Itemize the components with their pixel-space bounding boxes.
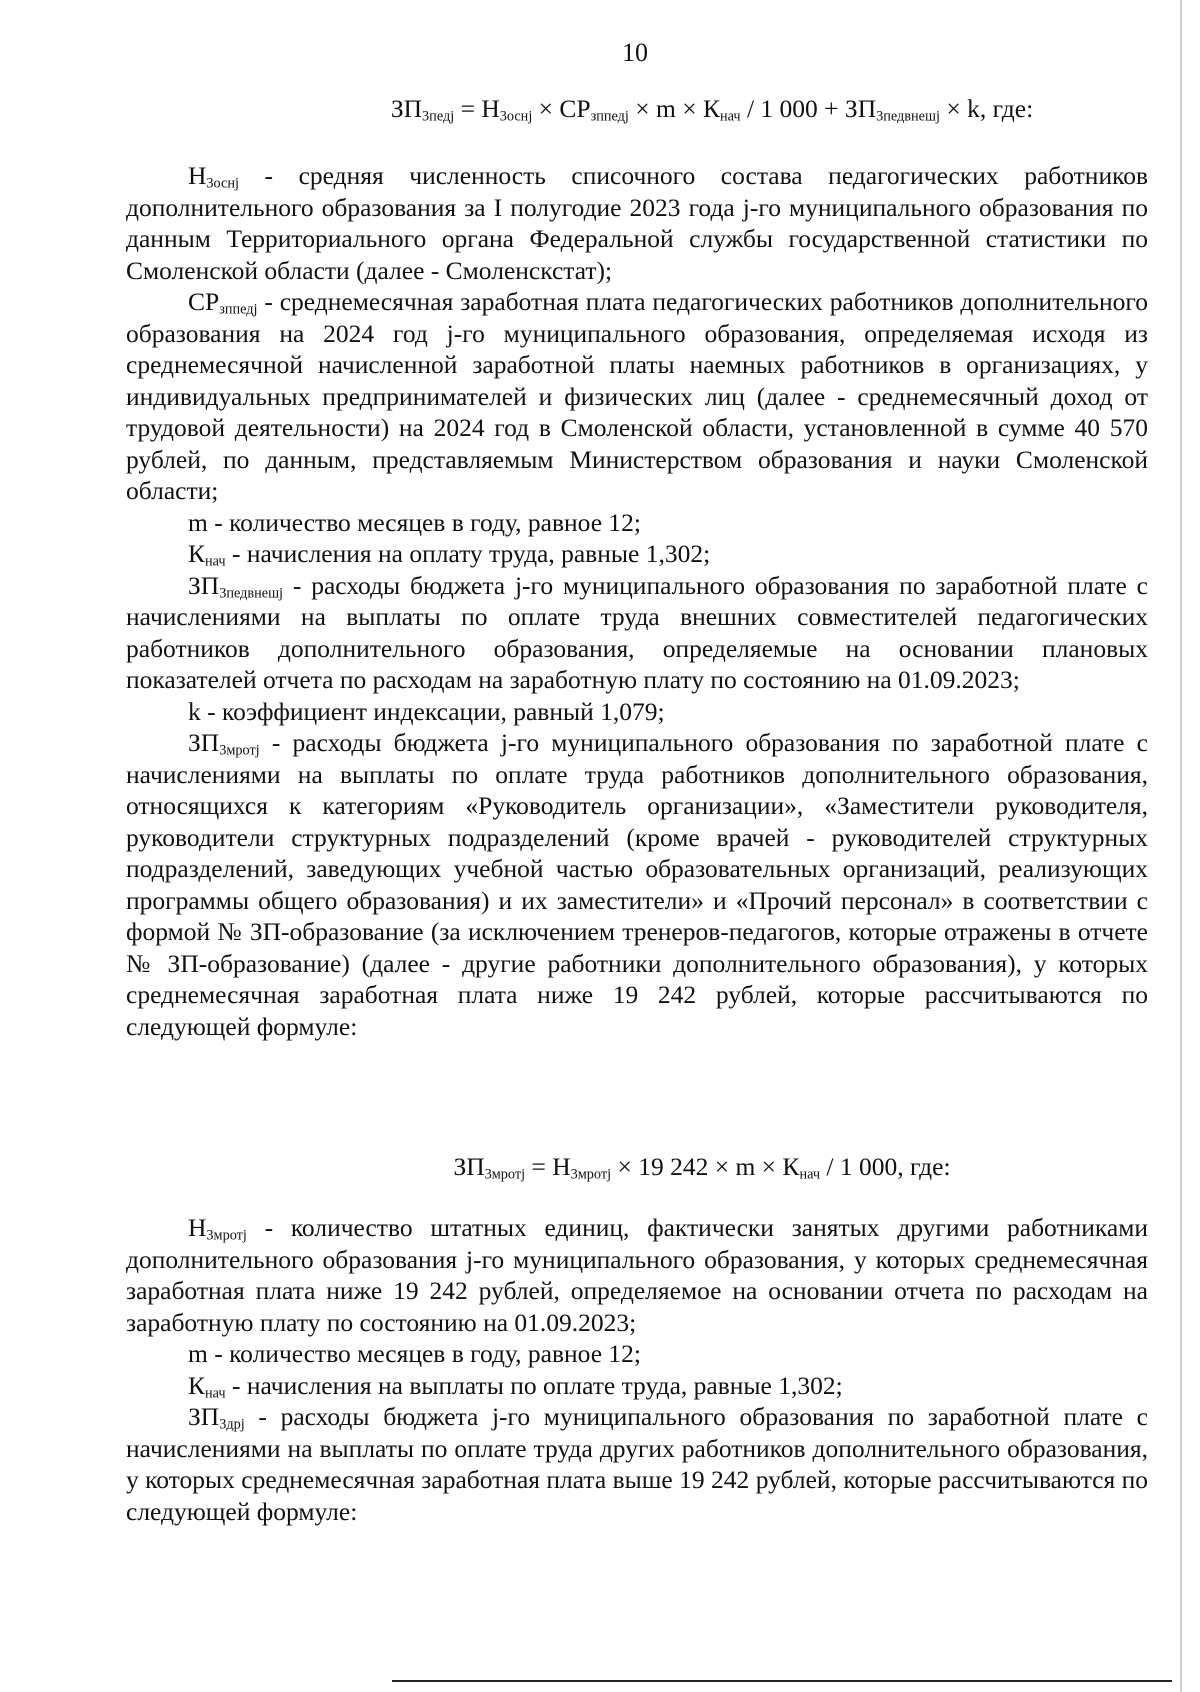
formula-term: / 1 000, где: (820, 1152, 951, 1181)
formula-subscript: 3оснj (499, 108, 533, 125)
definition-text: - начисления на оплату труда, равные 1,302; (225, 539, 711, 568)
definition-symbol: К (188, 1370, 206, 1400)
definition-n-mrot (126, 1212, 1148, 1338)
formula-term: × m × К (628, 94, 721, 123)
formula-term: × k, где: (939, 94, 1034, 123)
definition-symbol: СР (188, 287, 220, 316)
definition-zp-mrot (126, 727, 1148, 1042)
formula-term: × 19 242 × m × К (611, 1152, 800, 1181)
definition-symbol: ЗП (188, 570, 220, 600)
definition-text: - средняя численность списочного состава педагогических работников дополнительного образования за I полугодие 2023 года j-го муниципального образования по данным Территориального органа Федеральной службы государственной статистики по Смоленской области (далее - Смоленскстат); (126, 161, 1148, 285)
definition-m-2: m - количество месяцев в году, равное 12; (188, 1339, 641, 1368)
formula-subscript: нач (799, 1166, 821, 1183)
definition-text: - среднемесячная заработная плата педагогических работников дополнительного образования на 2024 год j-го муниципального образования, определяемая исходя из среднемесячной начисленной заработной платы наемных работников в организациях, у индивидуальных предпринимателей и физических лиц (далее - среднемесячный доход от трудовой деятельности) на 2024 год в Смоленской области, установленной в сумме 40 570 рублей, по данным, представляемым Министерством образования и науки Смоленской области; (126, 287, 1148, 505)
formula-term: × СР (532, 94, 591, 123)
page-edge-line (1180, 0, 1182, 1692)
formula-term: ЗП (390, 94, 423, 123)
definition-subscript: нач (205, 1385, 226, 1402)
formula-term: = Н (454, 94, 500, 123)
definition-subscript: 3оснj (206, 175, 239, 192)
definition-text: - количество штатных единиц, фактически занятых другими работниками дополнительного образования j-го муниципального образования, у которых среднемесячная заработная плата ниже 19 242 рублей, определяемое на основании отчета по расходам на заработную плату по состоянию на 01.09.2023; (126, 1213, 1148, 1337)
definition-text: - начисления на выплаты по оплате труда, равные 1,302; (225, 1370, 843, 1400)
definition-k-nach-2 (126, 1370, 1148, 1402)
definition-k-index: k - коэффициент индексации, равный 1,079; (188, 696, 665, 726)
formula-subscript: 3мротj (484, 1166, 526, 1183)
definition-text: - расходы бюджета j-го муниципального образования по заработной плате с начислениями на выплаты по оплате труда внешних совместителей педагогических работников дополнительного образования, определяемые на основании плановых показателей отчета по расходам на заработную плату по состоянию на 01.09.2023; (126, 570, 1148, 694)
formula-subscript: нач (720, 108, 741, 125)
definition-symbol: Н (188, 161, 207, 190)
definition-subscript: 3педвнешj (219, 585, 284, 602)
definition-text: - расходы бюджета j-го муниципального образования по заработной плате с начислениями на выплаты по оплате труда работников дополнительного образования, относящихся к категориям «Руководитель организации», «Заместители руководителя, руководители структурных подразделений (кроме врачей - руководителей структурных подразделений, заведующих учебной частью образовательных организаций, реализующих программы общего образования) и их заместители» и «Прочий персонал» в соответствии с формой № ЗП-образование (за исключением тренеров-педагогов, которые отражены в отчете № ЗП-образование) (далее - другие работники дополнительного образования), у которых среднемесячная заработная плата ниже 19 242 рублей, которые рассчитываются по следующей формуле: (126, 728, 1148, 1041)
bottom-rule (392, 1680, 1172, 1682)
formula-term: ЗП (453, 1152, 485, 1181)
definition-subscript: 3мротj (206, 1227, 247, 1244)
definition-symbol: ЗП (188, 728, 220, 757)
definition-n-osn (126, 160, 1148, 286)
formula-subscript: 3педвнешj (876, 108, 940, 125)
formula-term: / 1 000 + ЗП (740, 94, 877, 123)
page-number: 10 (622, 38, 648, 67)
formula-subscript: 3педj (422, 108, 455, 125)
formula-subscript: зппедj (590, 108, 629, 125)
definition-k-nach (126, 538, 1148, 570)
definition-subscript: зппедj (219, 301, 258, 318)
formula-zp-ped (126, 92, 1148, 126)
definition-zp-pedvnesh (126, 570, 1148, 696)
formula-zp-mrot (126, 1150, 1148, 1184)
definition-symbol: К (188, 539, 206, 568)
formula-term: = Н (525, 1152, 571, 1181)
definition-symbol: ЗП (188, 1402, 220, 1431)
definition-symbol: Н (188, 1213, 207, 1242)
definition-subscript: 3дрj (219, 1416, 245, 1433)
definition-sr-zpped (126, 286, 1148, 507)
definitions-block-2 (126, 1212, 1148, 1527)
definition-subscript: нач (205, 553, 226, 570)
definitions-block-1 (126, 160, 1148, 1042)
definition-m: m - количество месяцев в году, равное 12; (188, 507, 641, 537)
definition-zp-dr (126, 1401, 1148, 1527)
definition-text: - расходы бюджета j-го муниципального образования по заработной плате с начислениями на выплаты по оплате труда других работников дополнительного образования, у которых среднемесячная заработная плата выше 19 242 рублей, которые рассчитываются по следующей формуле: (126, 1402, 1148, 1526)
definition-subscript: 3мротj (219, 742, 260, 759)
formula-subscript: 3мротj (570, 1166, 612, 1183)
